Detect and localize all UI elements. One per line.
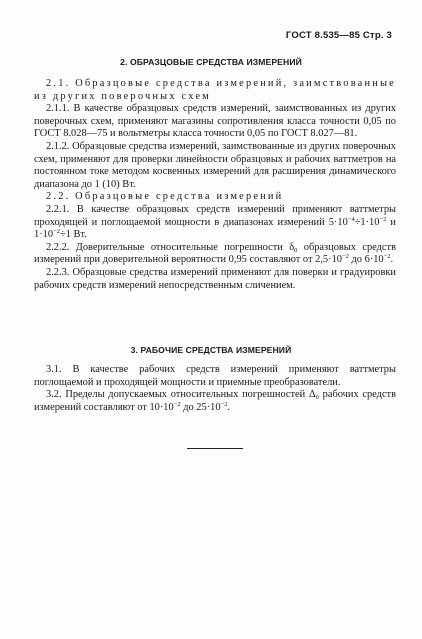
page-header: ГОСТ 8.535—85 Стр. 3 bbox=[285, 30, 392, 41]
end-divider bbox=[187, 448, 243, 449]
paragraph-2-2-3: 2.2.3. Образцовые средства измерений применяют для поверки и градуировки рабочих средств измерений непосредственным сличением. bbox=[34, 266, 396, 291]
paragraph-2-2: 2.2. Образцовые средства измерений bbox=[46, 191, 284, 203]
section-3-title: 3. РАБОЧИЕ СРЕДСТВА ИЗМЕРЕНИЙ bbox=[130, 345, 292, 355]
paragraph-2-2-1: 2.2.1. В качестве образцовых средств измерений применяют ваттметры проходящей и поглощаемой мощности в диапазонах измерений $5\cdot 10^{-4}\div 1\cdot 10^{-2}$ и $1\cdot 10^{-2}\div 1$ Вт. bbox=[34, 203, 396, 241]
paragraph-2-2-2: 2.2.2. Доверительные относительные погрешности $\delta_0$ образцовых средств измерений при доверительной вероятности 0,95 составляют от $2,5\cdot 10^{-2}$ до $6\cdot 10^{-2}$. bbox=[34, 241, 396, 266]
paragraph-3-2: 3.2. Пределы допускаемых относительных погрешностей $\Delta_0$ рабочих средств измерений составляют от $10\cdot 10^{-2}$ до $25\cdot 10^{-2}$. bbox=[34, 389, 396, 413]
paragraph-2-1-2: 2.1.2. Образцовые средства измерений, заимствованные из других поверочных схем, применяют для проверки линейности образцовых и рабочих ваттметров на постоянном токе методом косвенных измерений для расширения динамического диапазона до 1 (10) Вт. bbox=[34, 140, 396, 190]
paragraph-3-1: 3.1. В качестве рабочих средств измерений применяют ваттметры поглощаемой и проходящей мощности и приемные преобразователи. bbox=[34, 364, 396, 388]
section-2-body bbox=[34, 78, 396, 292]
paragraph-2-1: 2.1. Образцовые средства измерений, заимствованные из других поверочных схем bbox=[34, 78, 396, 102]
paragraph-2-1-1: 2.1.1. В качестве образцовых средств измерений, заимствованных из других поверочных схем, применяют магазины сопротивления класса точности 0,05 по ГОСТ 8.028—75 и вольтметры класса точности 0,05 по ГОСТ 8.027—81. bbox=[34, 103, 396, 140]
section-2-title: 2. ОБРАЗЦОВЫЕ СРЕДСТВА ИЗМЕРЕНИЙ bbox=[120, 57, 302, 67]
section-3-body bbox=[34, 364, 396, 414]
